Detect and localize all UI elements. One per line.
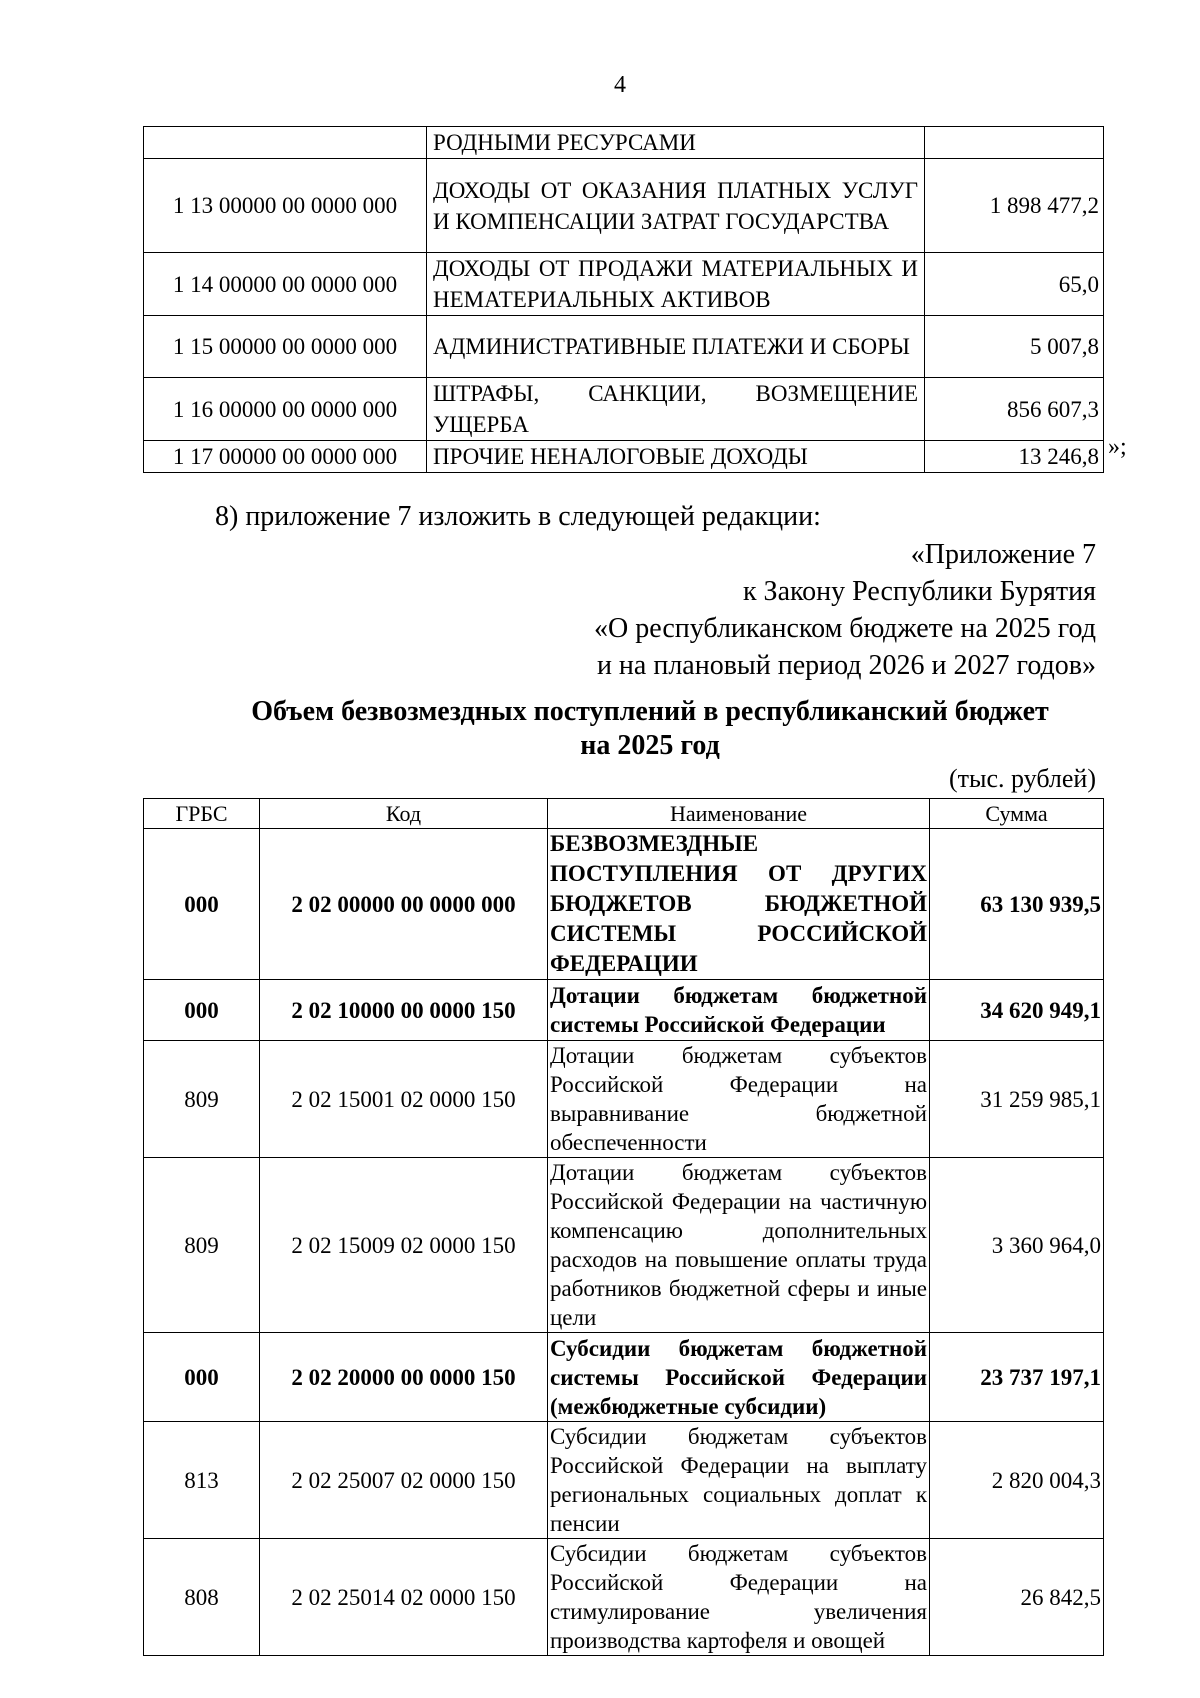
amount-cell: 31 259 985,1 [930, 1041, 1104, 1158]
table-row [144, 1422, 1104, 1539]
paragraph-8: 8) приложение 7 изложить в следующей редакции: [215, 501, 821, 532]
amount-cell: 5 007,8 [925, 316, 1104, 378]
code-cell: 2 02 25007 02 0000 150 [260, 1422, 548, 1539]
title-line: Объем безвозмездных поступлений в республиканский бюджет [251, 696, 1049, 727]
amount-cell: 34 620 949,1 [930, 980, 1104, 1041]
table-row [144, 1539, 1104, 1656]
table-row [144, 378, 1104, 441]
amount-cell: 23 737 197,1 [930, 1333, 1104, 1422]
code-cell: 2 02 15001 02 0000 150 [260, 1041, 548, 1158]
code-cell [144, 127, 427, 159]
table-row [144, 829, 1104, 980]
grbs-cell: 809 [144, 1158, 260, 1333]
amount-cell: 63 130 939,5 [930, 829, 1104, 980]
appendix-line: «Приложение 7 [910, 539, 1096, 570]
name-cell: АДМИНИСТРАТИВНЫЕ ПЛАТЕЖИ И СБОРЫ [427, 316, 925, 378]
name-cell: Дотации бюджетам субъектов Российской Федерации на выравнивание бюджетной обеспеченности [548, 1041, 930, 1158]
header-amount: Сумма [930, 799, 1104, 829]
grbs-cell: 000 [144, 980, 260, 1041]
grants-table [143, 798, 1104, 1656]
name-cell: Субсидии бюджетам бюджетной системы Российской Федерации (межбюджетные субсидии) [548, 1333, 930, 1422]
code-cell: 2 02 20000 00 0000 150 [260, 1333, 548, 1422]
code-cell: 1 14 00000 00 0000 000 [144, 253, 427, 316]
name-cell: Дотации бюджетам бюджетной системы Российской Федерации [548, 980, 930, 1041]
code-cell: 2 02 00000 00 0000 000 [260, 829, 548, 980]
units-label: (тыс. рублей) [948, 764, 1096, 793]
name-cell: БЕЗВОЗМЕЗДНЫЕ ПОСТУПЛЕНИЯ ОТ ДРУГИХ БЮДЖЕТОВ БЮДЖЕТНОЙ СИСТЕМЫ РОССИЙСКОЙ ФЕДЕРАЦИИ [548, 829, 930, 980]
title-line: на 2025 год [580, 730, 720, 761]
amount-cell: 3 360 964,0 [930, 1158, 1104, 1333]
table-row [144, 316, 1104, 378]
code-cell: 1 15 00000 00 0000 000 [144, 316, 427, 378]
table-row [144, 980, 1104, 1041]
appendix-header [594, 536, 1096, 684]
table-row [144, 159, 1104, 253]
grbs-cell: 808 [144, 1539, 260, 1656]
income-table [143, 126, 1104, 473]
table-header-row [144, 799, 1104, 829]
grbs-cell: 000 [144, 829, 260, 980]
grbs-cell: 809 [144, 1041, 260, 1158]
appendix-line: «О республиканском бюджете на 2025 год [594, 613, 1096, 644]
amount-cell [925, 127, 1104, 159]
table-row [144, 441, 1104, 473]
name-cell: ДОХОДЫ ОТ ОКАЗАНИЯ ПЛАТНЫХ УСЛУГ И КОМПЕНСАЦИИ ЗАТРАТ ГОСУДАРСТВА [427, 159, 925, 253]
code-cell: 2 02 15009 02 0000 150 [260, 1158, 548, 1333]
code-cell: 1 13 00000 00 0000 000 [144, 159, 427, 253]
name-cell: РОДНЫМИ РЕСУРСАМИ [427, 127, 925, 159]
name-cell: Субсидии бюджетам субъектов Российской Федерации на выплату региональных социальных доплат к пенсии [548, 1422, 930, 1539]
amount-cell: 856 607,3 [925, 378, 1104, 441]
grbs-cell: 813 [144, 1422, 260, 1539]
table-row [144, 1333, 1104, 1422]
code-cell: 1 17 00000 00 0000 000 [144, 441, 427, 473]
name-cell: ШТРАФЫ, САНКЦИИ, ВОЗМЕЩЕНИЕ УЩЕРБА [427, 378, 925, 441]
code-cell: 1 16 00000 00 0000 000 [144, 378, 427, 441]
header-grbs: ГРБС [144, 799, 260, 829]
table-row [144, 253, 1104, 316]
table-row [144, 1158, 1104, 1333]
document-title [230, 695, 1070, 763]
name-cell: ДОХОДЫ ОТ ПРОДАЖИ МАТЕРИАЛЬНЫХ И НЕМАТЕРИАЛЬНЫХ АКТИВОВ [427, 253, 925, 316]
appendix-line: к Закону Республики Бурятия [742, 576, 1096, 607]
name-cell: Субсидии бюджетам субъектов Российской Федерации на стимулирование увеличения производства картофеля и овощей [548, 1539, 930, 1656]
table-row [144, 1041, 1104, 1158]
closing-quote: »; [1108, 434, 1127, 460]
amount-cell: 26 842,5 [930, 1539, 1104, 1656]
code-cell: 2 02 25014 02 0000 150 [260, 1539, 548, 1656]
header-code: Код [260, 799, 548, 829]
amount-cell: 1 898 477,2 [925, 159, 1104, 253]
name-cell: Дотации бюджетам субъектов Российской Федерации на частичную компенсацию дополнительных расходов на повышение оплаты труда работников бюджетной сферы и иные цели [548, 1158, 930, 1333]
grbs-cell: 000 [144, 1333, 260, 1422]
table-row [144, 127, 1104, 159]
name-cell: ПРОЧИЕ НЕНАЛОГОВЫЕ ДОХОДЫ [427, 441, 925, 473]
header-name: Наименование [548, 799, 930, 829]
code-cell: 2 02 10000 00 0000 150 [260, 980, 548, 1041]
amount-cell: 2 820 004,3 [930, 1422, 1104, 1539]
amount-cell: 65,0 [925, 253, 1104, 316]
page-number: 4 [614, 72, 626, 98]
amount-cell: 13 246,8 [925, 441, 1104, 473]
appendix-line: и на плановый период 2026 и 2027 годов» [596, 650, 1096, 681]
